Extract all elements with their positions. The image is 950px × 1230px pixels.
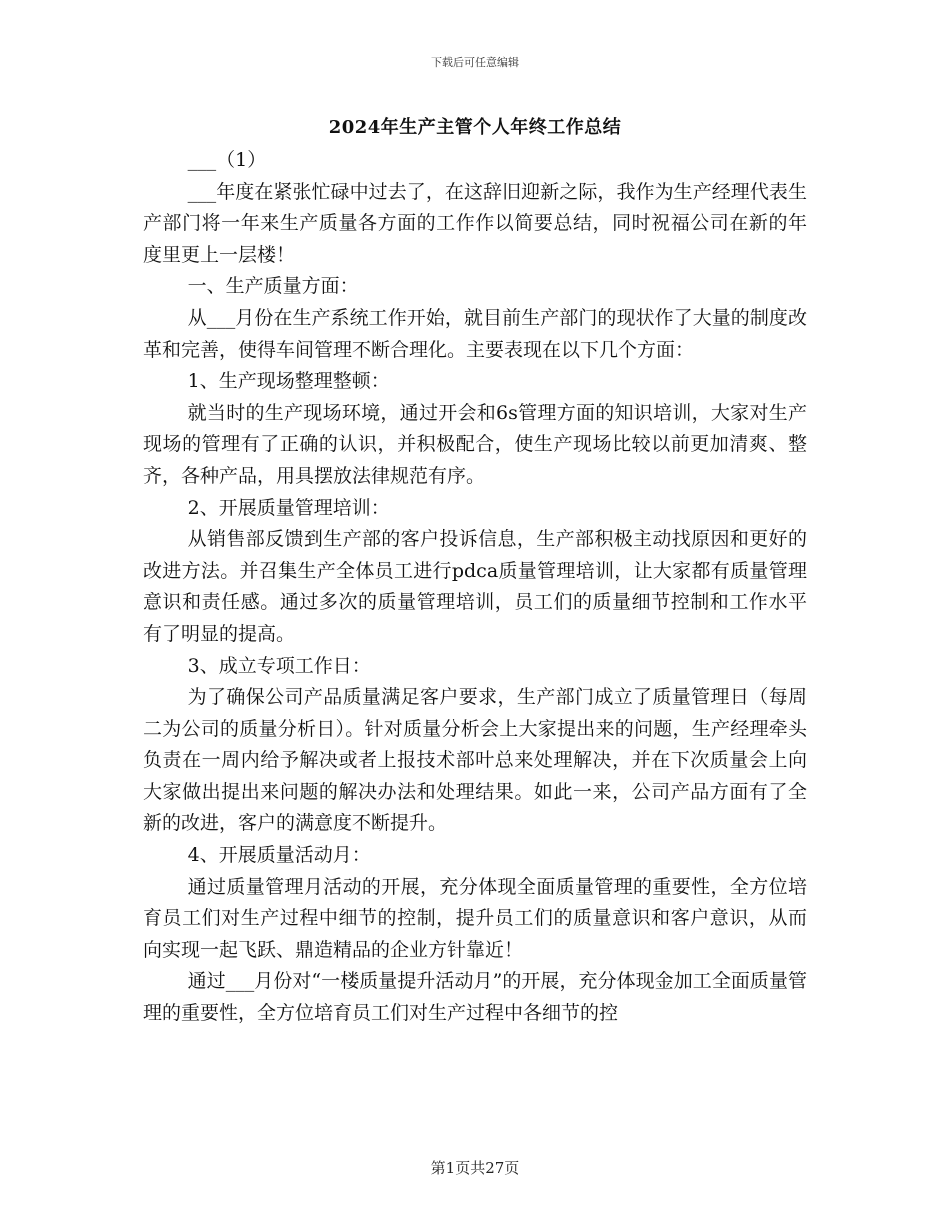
paragraph-section-number: ___（1）	[187, 149, 267, 171]
paragraph-reform: 从___月份在生产系统工作开始，就目前生产部门的现状作了大量的制度改革和完善，使得车间管理不断合理化。主要表现在以下几个方面：	[143, 306, 807, 361]
document-title: 2024年生产主管个人年终工作总结	[328, 117, 622, 138]
paragraph-quality-month-continued: 通过___月份对“一楼质量提升活动月”的开展，充分体现金加工全面质量管理的重要性，全方位培育员工们对生产过程中各细节的控	[143, 970, 807, 1025]
heading-site-organization: 1、生产现场整理整顿：	[187, 370, 390, 393]
heading-quality-training: 2、开展质量管理培训：	[187, 496, 390, 519]
paragraph-quality-month: 通过质量管理月活动的开展，充分体现全面质量管理的重要性，全方位培育员工们对生产过程中细节的控制，提升员工们的质量意识和客户意识，从而向实现一起飞跃、鼎造精品的企业方针靠近！	[143, 875, 807, 961]
paragraph-site-organization: 就当时的生产现场环境，通过开会和6s管理方面的知识培训，大家对生产现场的管理有了正确的认识，并积极配合，使生产现场比较以前更加清爽、整齐，各种产品，用具摆放法律规范有序。	[143, 401, 807, 487]
header-note: 下载后可任意编辑	[431, 56, 519, 69]
document-body	[143, 145, 807, 1030]
page-footer: 第1页共27页	[430, 1159, 520, 1177]
paragraph-quality-training: 从销售部反馈到生产部的客户投诉信息，生产部积极主动找原因和更好的改进方法。并召集生产全体员工进行pdca质量管理培训，让大家都有质量管理意识和责任感。通过多次的质量管理培训，员工们的质量细节控制和工作水平有了明显的提高。	[143, 528, 807, 645]
paragraph-intro: ___年度在紧张忙碌中过去了，在这辞旧迎新之际，我作为生产经理代表生产部门将一年来生产质量各方面的工作作以简要总结，同时祝福公司在新的年度里更上一层楼！	[143, 180, 807, 266]
paragraph-special-workday: 为了确保公司产品质量满足客户要求，生产部门成立了质量管理日（每周二为公司的质量分析日）。针对质量分析会上大家提出来的问题，生产经理牵头负责在一周内给予解决或者上报技术部叶总来处理解决，并在下次质量会上向大家做出提出来问题的解决办法和处理结果。如此一来，公司产品方面有了全新的改进，客户的满意度不断提升。	[143, 686, 807, 835]
heading-production-quality: 一、生产质量方面：	[187, 275, 359, 298]
heading-quality-month: 4、开展质量活动月：	[187, 844, 371, 867]
heading-special-workday: 3、成立专项工作日：	[187, 654, 371, 677]
